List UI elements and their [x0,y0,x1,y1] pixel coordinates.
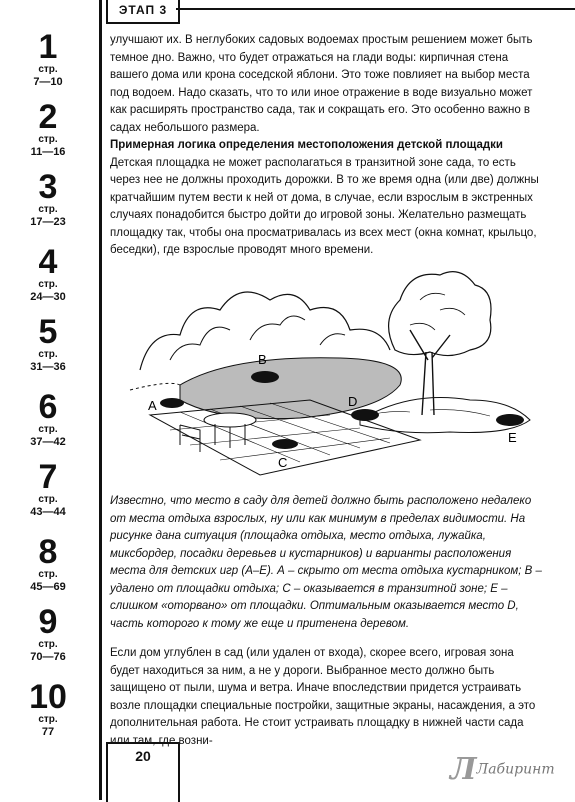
main-text [110,32,542,260]
chapter-number: 6 [38,388,58,426]
chapter-number: 4 [38,243,58,281]
pages-label: стр. [38,64,58,75]
page-range: 7—10 [33,76,63,88]
chapter-tab-6[interactable] [0,390,96,460]
label-c: C [278,455,288,470]
chapter-number: 7 [38,458,58,496]
pages-label: стр. [38,349,58,360]
stage-header: ЭТАП 3 [106,0,180,24]
paragraph-2: Детская площадка не может располагаться в транзитной зоне сада, то есть через нее не должны проходить дорожки. В то же время одна (или две) должны кратчайшим путем вести к ней от дома, в случае, если взрослым в экстренных случаях понадобится быстро дойти до игровой зоны. Желательно размещать площадку так, чтобы она просматривалась из всех мест (окна комнат, крыльцо, беседки), где взрослые проводят много времени. [110,156,539,256]
chapter-number: 2 [38,98,58,136]
chapter-number: 8 [38,533,58,571]
pages-label: стр. [38,134,58,145]
page-range: 43—44 [30,506,66,518]
label-d: D [348,394,358,409]
chapter-tab-5[interactable] [0,315,96,385]
chapter-tab-8[interactable] [0,535,96,605]
pages-label: стр. [38,569,58,580]
sidebar-spine [99,0,102,800]
chapter-number: 1 [38,28,58,66]
chapter-tab-3[interactable] [0,170,96,240]
pages-label: стр. [38,279,58,290]
paragraph-1: улучшают их. В неглубоких садовых водоемах простым решением может быть темное дно. Важно, что будет отражаться на глади воды: кирпичная стена вашего дома или крона соседской яблони. Это тоже повлияет на выбор места под водоем. Надо сказать, что то или иное отражение в воде визуально может как расширять пространство сада, так и сокращать его. Это особенно важно в садах небольшого размера. [110,34,533,134]
chapter-tab-4[interactable] [0,245,96,315]
page-range: 77 [41,726,55,738]
chapter-tab-7[interactable] [0,460,96,530]
page-number: 20 [135,748,151,764]
illustration-caption: Известно, что место в саду для детей должно быть расположено недалеко от места отдыха взрослых, ну или как минимум в пределах видимости. На рисунке дана ситуация (площадка отдыха, место отдыха, лужайка, миксбордер, посадки деревьев и кустарников) и варианты расположения места для детских игр (А–Е). А – скрыто от места отдыха кустарником; В – удалено от площадки отдыха; С – оказывается в транзитной зоне; Е – слишком «оторвано» от площадки. Оптимальным оказывается место D, часть которого к тому же еще и притенена деревом. [110,495,542,630]
pages-label: стр. [38,714,58,725]
chapter-tab-10[interactable] [0,680,96,750]
garden-illustration [110,240,542,480]
paragraph-3: Если дом углублен в сад (или удален от входа), скорее всего, игровая зона будет находиться за ним, а не у дороги. Выбранное место должно быть защищено от пыли, шума и ветра. Иначе впоследствии придется устраивать возле площадки специальные постройки, защитные экраны, насаждения, а это дополнительная работа. Не стоит устраивать площадку в нижней части сада или там, где возни- [110,647,536,747]
chapter-tab-2[interactable] [0,100,96,170]
chapter-number: 10 [29,678,67,716]
page-range: 37—42 [30,436,66,448]
pages-label: стр. [38,204,58,215]
page-range: 70—76 [30,651,66,663]
pages-label: стр. [38,494,58,505]
chapter-number: 9 [38,603,58,641]
chapter-tab-9[interactable] [0,605,96,675]
page-range: 31—36 [30,361,66,373]
page-range: 45—69 [30,581,66,593]
label-e: E [508,430,517,445]
watermark-logo: ЛЛабиринт [450,752,555,787]
pages-label: стр. [38,639,58,650]
watermark-text: Лабиринт [476,761,555,778]
page-range: 11—16 [30,146,66,158]
chapter-number: 3 [38,168,58,206]
chapter-number: 5 [38,313,58,351]
page-range: 24—30 [30,291,66,303]
pages-label: стр. [38,424,58,435]
chapter-tab-1[interactable] [0,30,96,100]
section-heading: Примерная логика определения местоположения детской площадки [110,139,503,151]
page-range: 17—23 [30,216,66,228]
chapter-sidebar [0,0,100,800]
header-rule [176,8,575,10]
label-a: A [148,398,157,413]
label-b: B [258,352,267,367]
